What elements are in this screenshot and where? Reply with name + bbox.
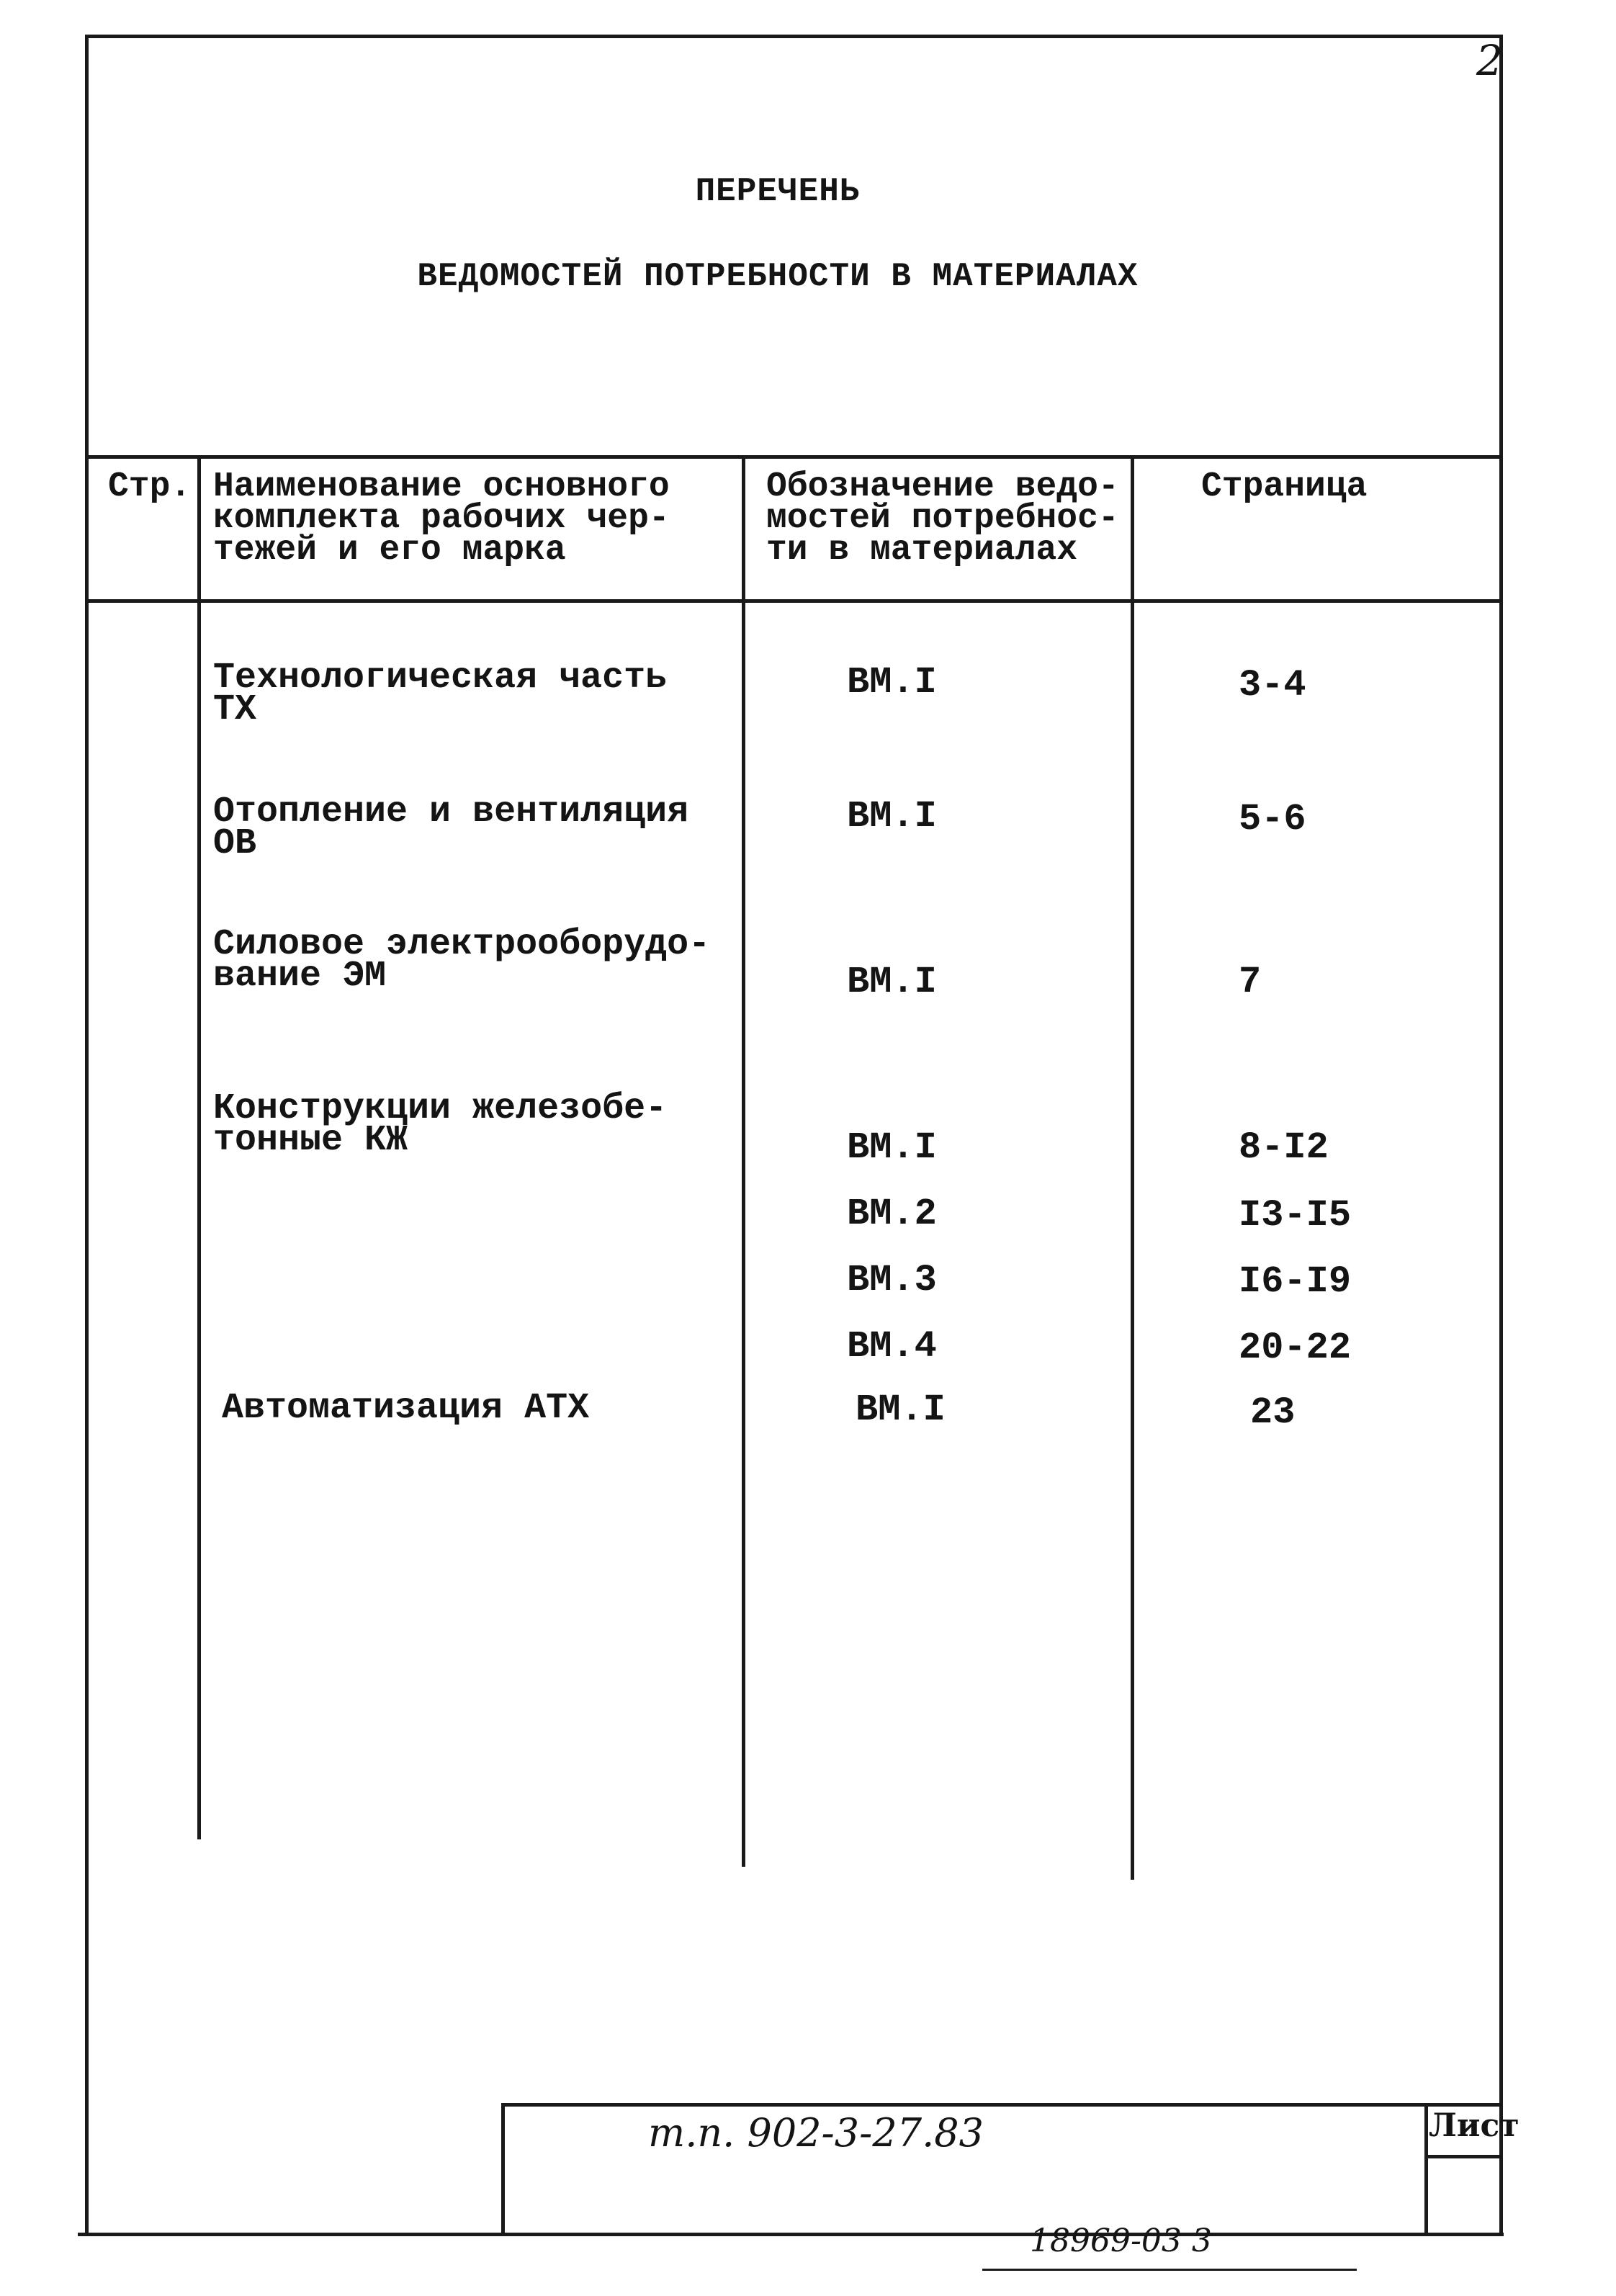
frame-right <box>1499 35 1503 2236</box>
row-8-name: Автоматизация АТХ <box>222 1388 590 1429</box>
frame-bottom <box>78 2233 1504 2236</box>
row-4-pages: 8-I2 <box>1239 1126 1329 1169</box>
stamp-designation: т.п. 902-3-27.83 <box>648 2110 984 2156</box>
row-5-pages: I3-I5 <box>1239 1194 1352 1237</box>
document-title: ПЕРЕЧЕНЬ <box>695 173 861 210</box>
row-7-pages: 20-22 <box>1239 1327 1352 1369</box>
row-8-pages: 23 <box>1250 1391 1296 1434</box>
document-subtitle: ВЕДОМОСТЕЙ ПОТРЕБНОСТИ В МАТЕРИАЛАХ <box>417 258 1139 295</box>
stamp-top-line <box>501 2103 1502 2107</box>
header-pages-col: Страница <box>1201 467 1368 506</box>
row-4-designation: ВМ.I <box>847 1126 937 1169</box>
frame-top <box>85 35 1502 38</box>
stamp-sheet-divider <box>1424 2103 1428 2236</box>
row-5-designation: ВМ.2 <box>847 1193 937 1235</box>
footer-note: 18969-03 3 <box>1030 2223 1212 2259</box>
row-7-designation: ВМ.4 <box>847 1325 937 1368</box>
row-1-designation: ВМ.I <box>847 661 937 704</box>
row-1-name: Технологическая часть ТХ <box>213 658 668 730</box>
row-6-designation: ВМ.3 <box>847 1259 937 1301</box>
row-6-pages: I6-I9 <box>1239 1260 1352 1303</box>
row-3-designation: ВМ.I <box>847 961 937 1003</box>
column-divider-2 <box>742 455 745 1867</box>
column-divider-1 <box>197 455 201 1839</box>
stamp-sheet-line <box>1424 2155 1502 2158</box>
row-2-name: Отопление и вентиляция ОВ <box>213 792 689 864</box>
table-top-line <box>85 455 1502 459</box>
column-divider-3 <box>1131 455 1134 1880</box>
header-name-col: Наименование основного комплекта рабочих чер- тежей и его марка <box>213 467 670 570</box>
row-2-designation: ВМ.I <box>847 795 937 838</box>
row-1-pages: 3-4 <box>1239 664 1306 707</box>
row-8-designation: ВМ.I <box>856 1389 946 1431</box>
row-2-pages: 5-6 <box>1239 798 1306 840</box>
row-3-pages: 7 <box>1239 961 1262 1003</box>
frame-left <box>85 35 89 2236</box>
footer-underline <box>982 2269 1357 2271</box>
row-4-name: Конструкции железобе- тонные КЖ <box>213 1088 668 1161</box>
header-designation-col: Обозначение ведо- мостей потребнос- ти в материалах <box>766 467 1119 570</box>
header-page-col: Стр. <box>108 467 192 506</box>
stamp-sheet-label: Лист <box>1429 2107 1520 2144</box>
page-number: 2 <box>1476 36 1503 85</box>
stamp-left-line <box>501 2103 505 2236</box>
row-3-name: Силовое электрооборудо- вание ЭМ <box>213 924 711 997</box>
table-header-bottom-line <box>85 599 1502 603</box>
